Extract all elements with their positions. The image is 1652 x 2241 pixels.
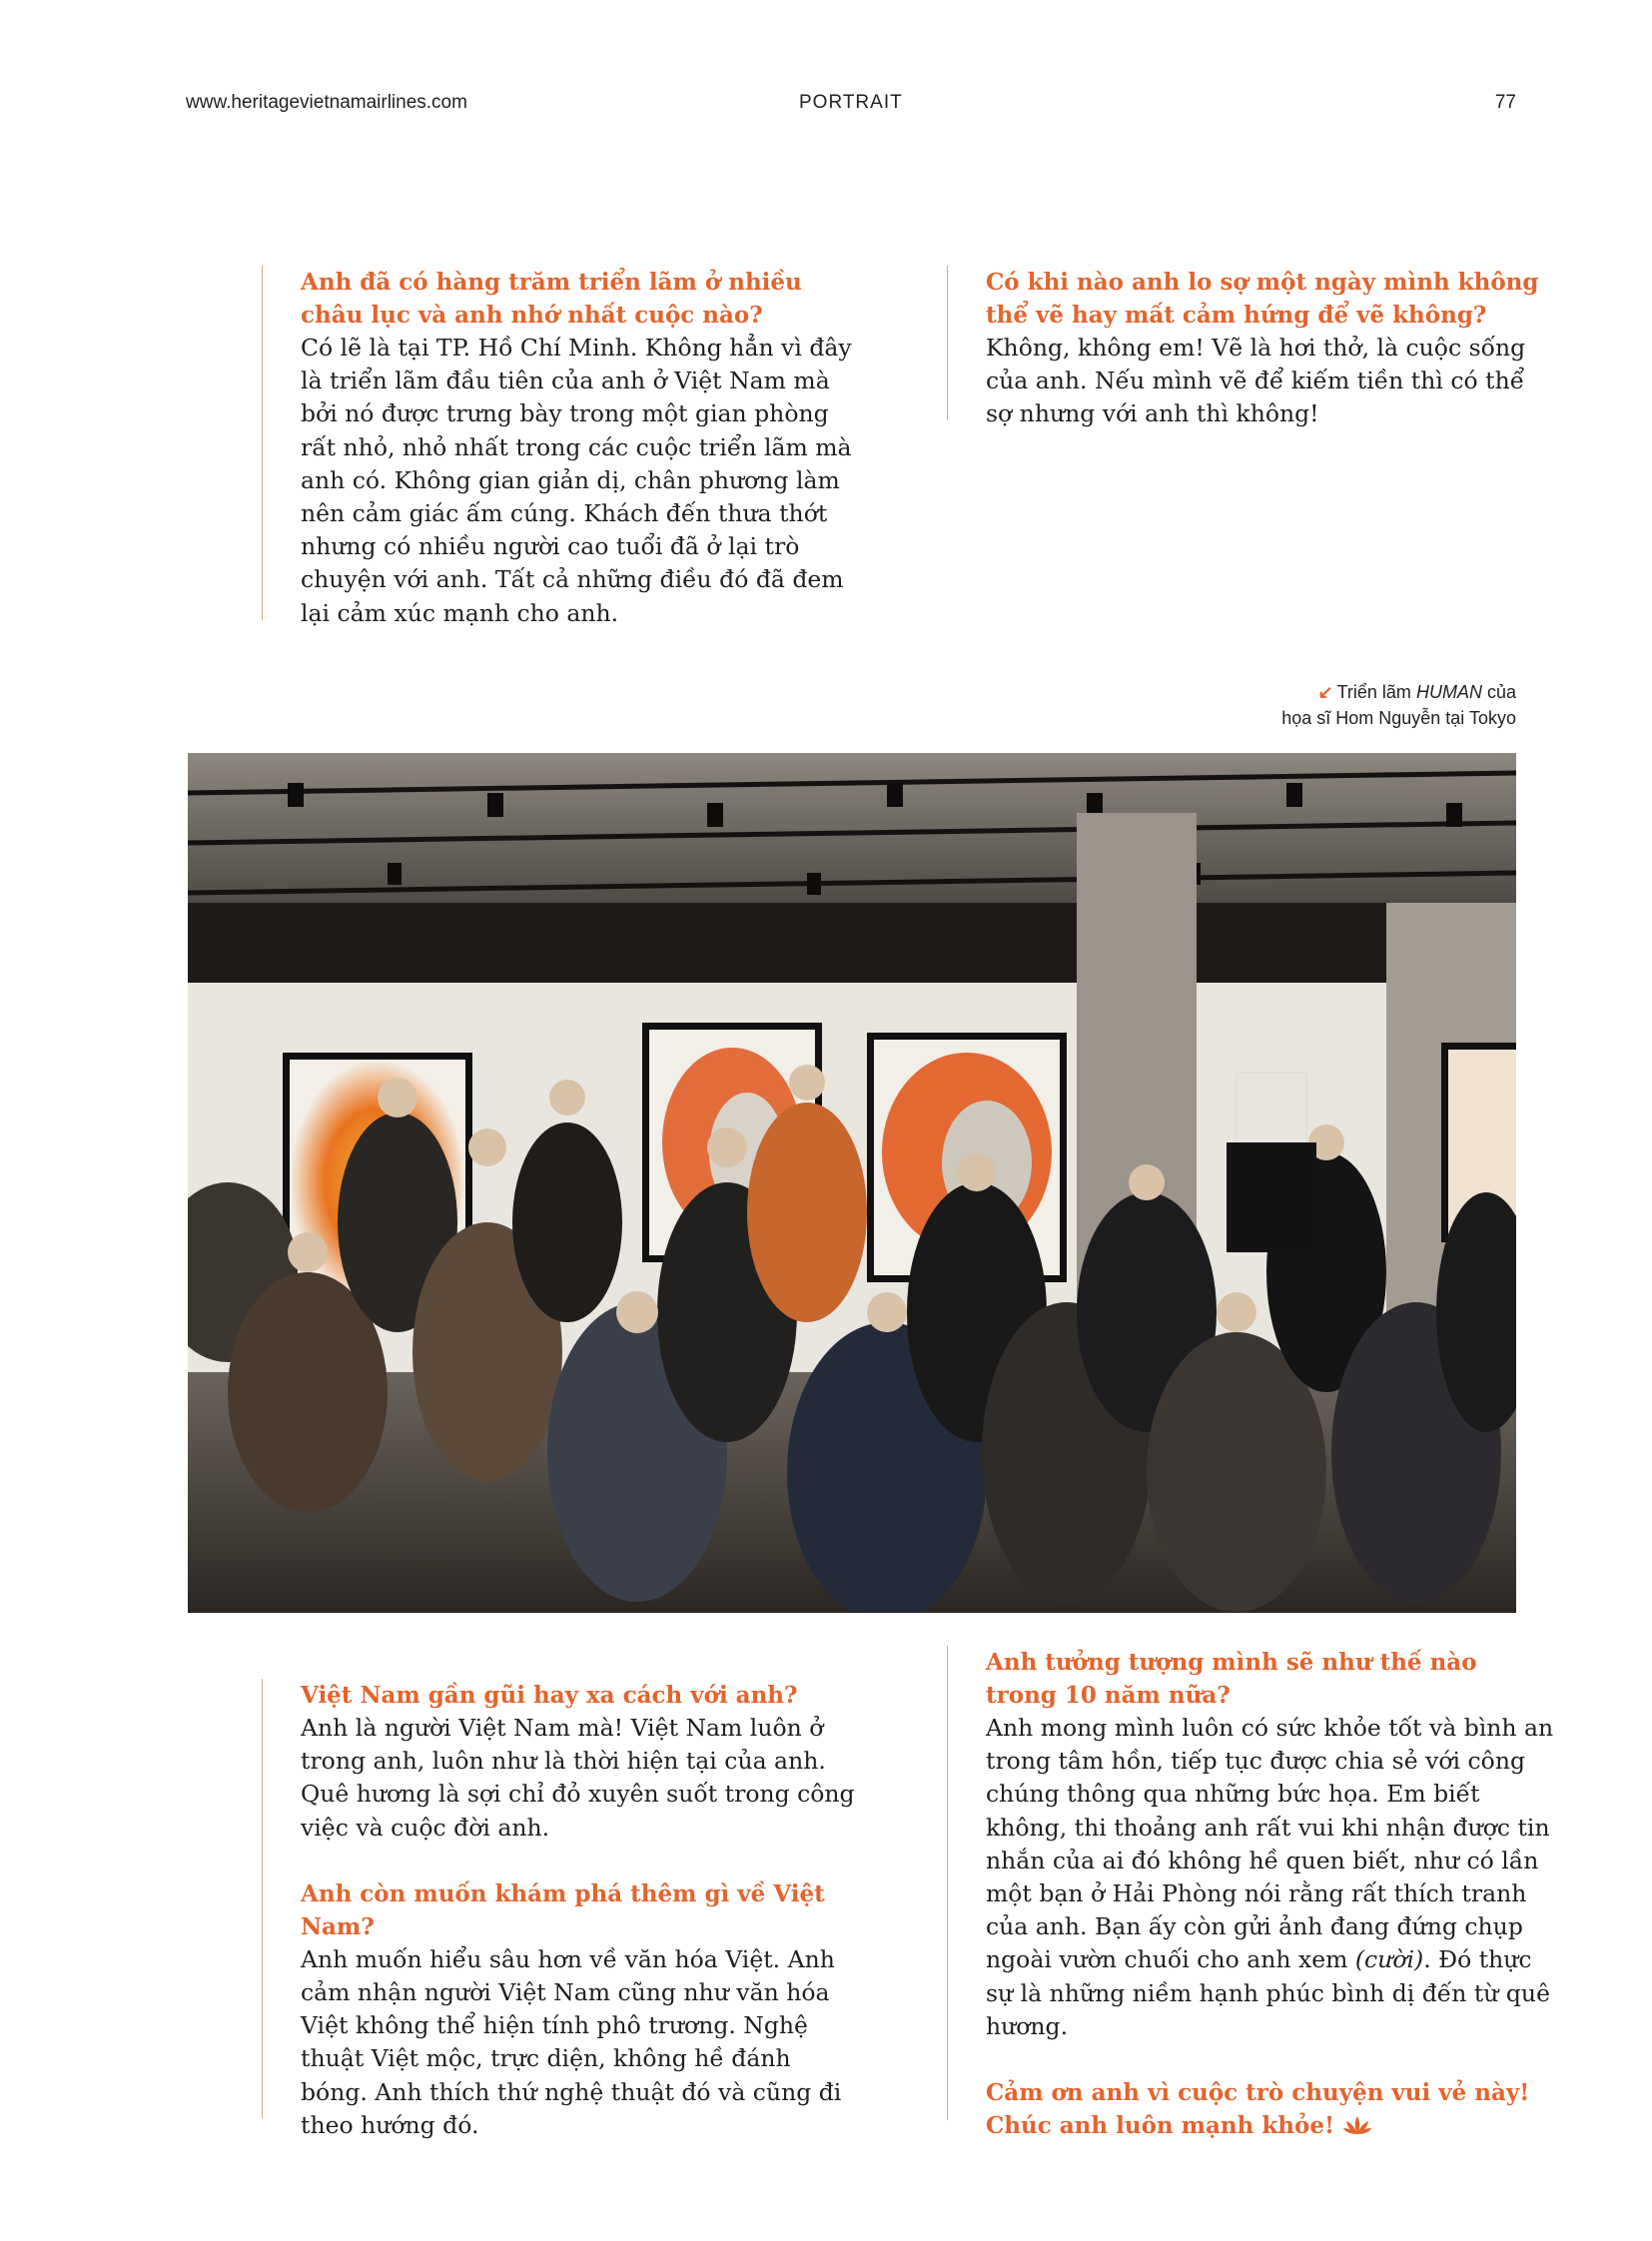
closing-text: Chúc anh luôn mạnh khỏe! — [986, 2112, 1335, 2140]
caption-mid: của — [1486, 682, 1516, 702]
answer-italic: (cười) — [1354, 1945, 1424, 1974]
caption-title: HUMAN — [1415, 682, 1482, 702]
question: Có khi nào anh lo sợ một ngày mình không thể vẽ hay mất cảm hứng để vẽ không? — [986, 269, 1539, 329]
exhibition-photo — [188, 753, 1516, 1613]
site-url[interactable]: www.heritagevietnamairlines.com — [186, 92, 467, 113]
answer-2: Anh muốn hiểu sâu hơn về văn hóa Việt. Anh cảm nhận người Việt Nam cũng như văn hóa Việt không thể hiện tính phô trương. Nghệ thuật Việt mộc, trực diện, không hề đánh bóng. Anh thích thứ nghệ thuật đó và cũng đi theo hướng đó. — [301, 1944, 842, 2139]
qa-bottom-left — [262, 1679, 860, 2139]
caption-prefix: Triển lãm — [1336, 682, 1411, 702]
question: Anh đã có hàng trăm triển lãm ở nhiều châu lục và anh nhớ nhất cuộc nào? — [301, 269, 802, 329]
closing-line-1: Cảm ơn anh vì cuộc trò chuyện vui vẻ này! — [986, 2079, 1530, 2107]
page-header — [186, 92, 1516, 122]
answer: Có lẽ là tại TP. Hồ Chí Minh. Không hẳn vì đây là triển lãm đầu tiên của anh ở Việt Nam mà bởi nó được trưng bày trong một gian phòng rất nhỏ, nhỏ nhất trong các cuộc triển lãm mà anh có. Không gian giản dị, chân phương làm nên cảm giác ấm cúng. Khách đến thưa thớt nhưng có nhiều người cao tuổi đã ở lại trò chuyện với anh. Tất cả những điều đó đã đem lại cảm xúc mạnh cho anh. — [301, 334, 852, 627]
photo-caption — [1117, 679, 1516, 731]
page-number: 77 — [1494, 92, 1516, 113]
lotus-icon — [1342, 2114, 1372, 2136]
qa-bottom-right — [947, 1646, 1555, 2140]
answer: Không, không em! Vẽ là hơi thở, là cuộc sống của anh. Nếu mình vẽ để kiếm tiền thì có thể sợ nhưng với anh thì không! — [986, 334, 1526, 428]
question-1: Việt Nam gần gũi hay xa cách với anh? — [301, 1682, 798, 1709]
question-2: Anh còn muốn khám phá thêm gì về Việt Nam? — [301, 1879, 825, 1940]
answer-part2: . Đó thực sự là những niềm hạnh phúc bình dị đến từ quê hương. — [986, 1945, 1550, 2040]
arrow-down-left-icon: ↙ — [1317, 682, 1333, 702]
answer-part1: Anh mong mình luôn có sức khỏe tốt và bình an trong tâm hồn, tiếp tục được chia sẻ với công chúng thông qua những bức họa. Em biết không, thi thoảng anh rất vui khi nhận được tin nhắn của ai đó không hề quen biết, như có lần một bạn ở Hải Phòng nói rằng rất thích tranh của anh. Bạn ấy còn gửi ảnh đang đứng chụp ngoài vườn chuối cho anh xem — [986, 1714, 1554, 1974]
caption-line2: họa sĩ Hom Nguyễn tại Tokyo — [1281, 708, 1516, 728]
section-title: PORTRAIT — [799, 92, 903, 113]
answer — [986, 1712, 1555, 2043]
answer-1: Anh là người Việt Nam mà! Việt Nam luôn ở trong anh, luôn như là thời hiện tại của anh. Quê hương là sợi chỉ đỏ xuyên suốt trong công việc và cuộc đời anh. — [301, 1714, 855, 1842]
qa-top-left — [262, 266, 860, 627]
question: Anh tưởng tượng mình sẽ như thế nào trong 10 năm nữa? — [986, 1649, 1477, 1709]
closing-line-2 — [986, 2109, 1555, 2142]
qa-top-right — [947, 266, 1545, 428]
